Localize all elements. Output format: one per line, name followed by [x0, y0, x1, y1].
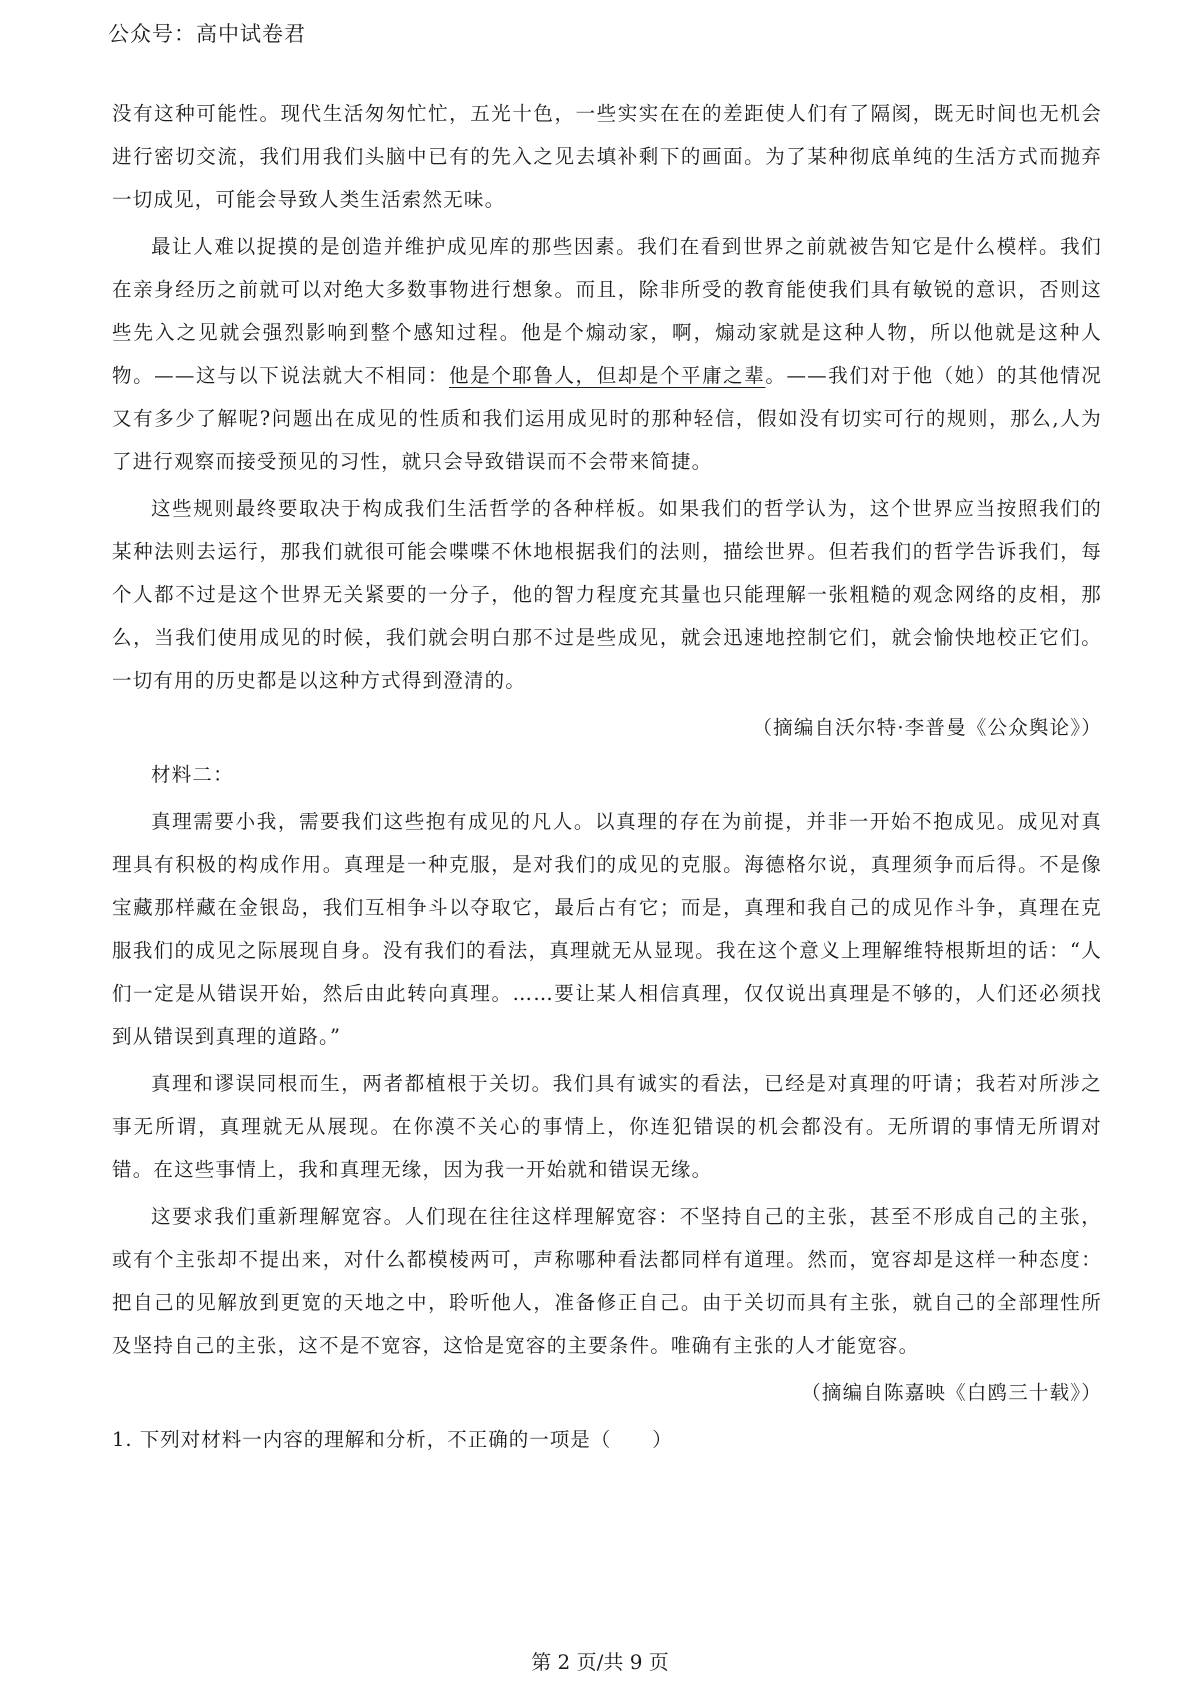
- material2-paragraph-2: 真理和谬误同根而生，两者都植根于关切。我们具有诚实的看法，已经是对真理的吁请；我若对所涉之事无所谓，真理就无从展现。在你漠不关心的事情上，你连犯错误的机会都没有。无所谓的事情无所谓对错。在这些事情上，我和真理无缘，因为我一开始就和错误无缘。: [112, 1072, 1102, 1181]
- material1-source: （摘编自沃尔特·李普曼《公众舆论》）: [752, 716, 1102, 739]
- underlined-sentence: 他是个耶鲁人，但却是个平庸之辈: [449, 364, 766, 387]
- page-number-footer: 第 2 页/共 9 页: [531, 1650, 669, 1674]
- material1-paragraph-2-part-b: 。——我们对于他（她）的其他情况又有多少了解呢?问题出在成见的性质和我们运用成见时的那种轻信，假如没有切实可行的规则，那么,人为了进行观察而接受预见的习性，就只会导致错误而不会带来简捷。: [112, 364, 1102, 473]
- document-body: [112, 92, 1102, 1461]
- watermark-header: 公众号：高中试卷君: [108, 22, 306, 46]
- material2-paragraph-3: 这要求我们重新理解宽容。人们现在往往这样理解宽容：不坚持自己的主张，甚至不形成自己的主张，或有个主张却不提出来，对什么都模棱两可，声称哪种看法都同样有道理。然而，宽容却是这样一种态度：把自己的见解放到更宽的天地之中，聆听他人，准备修正自己。由于关切而具有主张，就自己的全部理性所及坚持自己的主张，这不是不宽容，这恰是宽容的主要条件。唯确有主张的人才能宽容。: [112, 1205, 1102, 1357]
- material1-paragraph-2-part-a: 最让人难以捉摸的是创造并维护成见库的那些因素。我们在看到世界之前就被告知它是什么模样。我们在亲身经历之前就可以对绝大多数事物进行想象。而且，除非所受的教育能使我们具有敏锐的意识，否则这些先入之见就会强烈影响到整个感知过程。他是个煽动家，啊，煽动家就是这种人物，所以他就是这种人物。——这与以下说法就大不相同：: [112, 235, 1102, 387]
- material2-paragraph-1: 真理需要小我，需要我们这些抱有成见的凡人。以真理的存在为前提，并非一开始不抱成见。成见对真理具有积极的构成作用。真理是一种克服，是对我们的成见的克服。海德格尔说，真理须争而后得。不是像宝藏那样藏在金银岛，我们互相争斗以夺取它，最后占有它；而是，真理和我自己的成见作斗争，真理在克服我们的成见之际展现自身。没有我们的看法，真理就无从显现。我在这个意义上理解维特根斯坦的话：“人们一定是从错误开始，然后由此转向真理。……要让某人相信真理，仅仅说出真理是不够的，人们还必须找到从错误到真理的道路。”: [112, 810, 1102, 1048]
- material2-label: 材料二：: [151, 763, 234, 786]
- material2-source: （摘编自陈嘉映《白鸥三十载》）: [801, 1381, 1102, 1404]
- material1-paragraph-2: [112, 225, 1102, 483]
- material1-paragraph-3: 这些规则最终要取决于构成我们生活哲学的各种样板。如果我们的哲学认为，这个世界应当按照我们的某种法则去运行，那我们就很可能会喋喋不休地根据我们的法则，描绘世界。但若我们的哲学告诉我们，每个人都不过是这个世界无关紧要的一分子，他的智力程度充其量也只能理解一张粗糙的观念网络的皮相，那么，当我们使用成见的时候，我们就会明白那不过是些成见，就会迅速地控制它们，就会愉快地校正它们。一切有用的历史都是以这种方式得到澄清的。: [112, 497, 1102, 692]
- material1-paragraph-1: 没有这种可能性。现代生活匆匆忙忙，五光十色，一些实实在在的差距使人们有了隔阂，既无时间也无机会进行密切交流，我们用我们头脑中已有的先入之见去填补剩下的画面。为了某种彻底单纯的生活方式而抛弃一切成见，可能会导致人类生活索然无味。: [112, 102, 1102, 211]
- question-1: 1. 下列对材料一内容的理解和分析，不正确的一项是（ ）: [112, 1428, 673, 1451]
